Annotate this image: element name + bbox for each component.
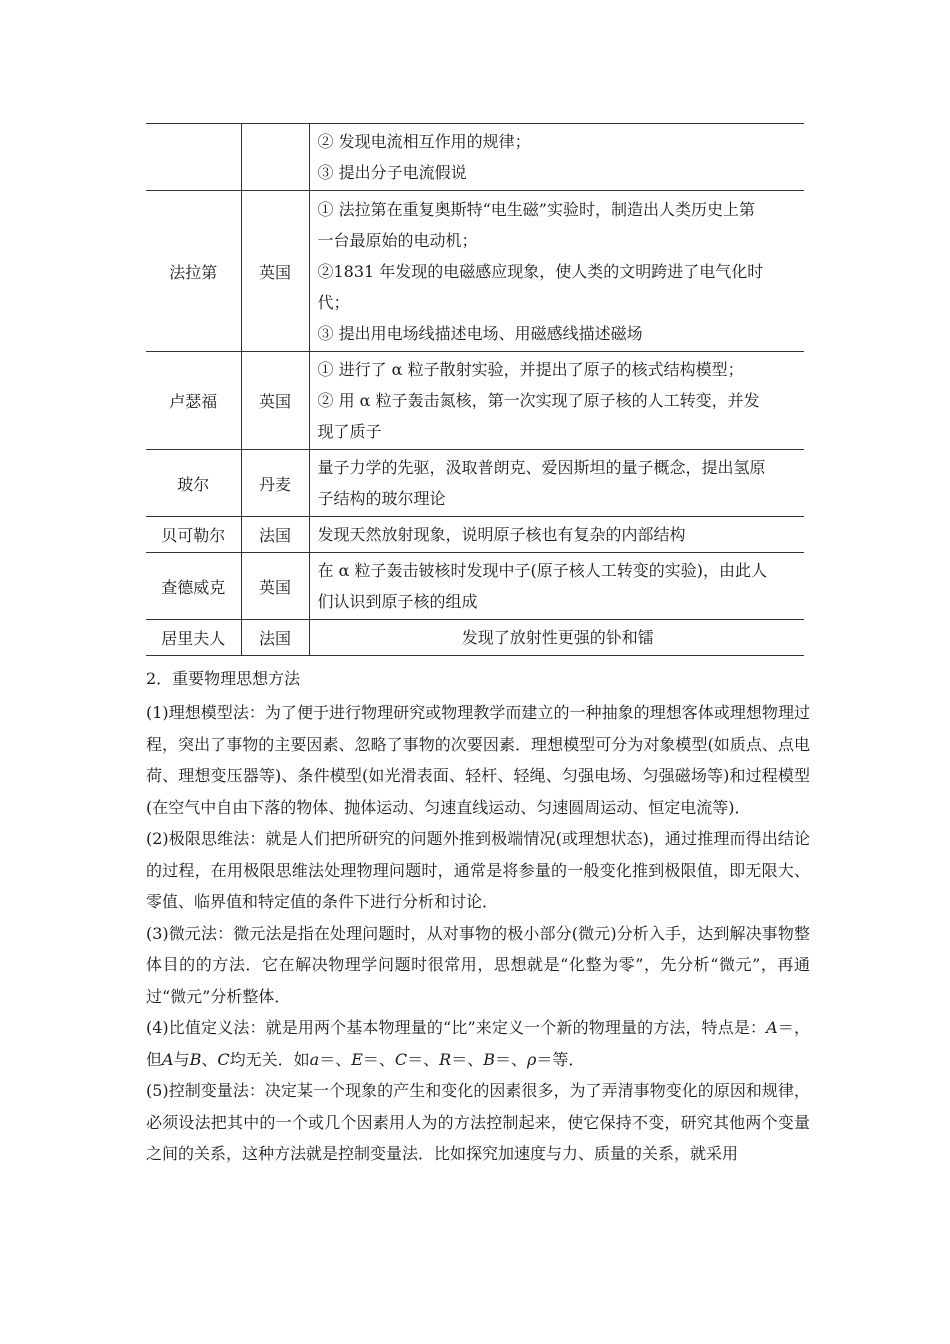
scientist-country: 英国 — [241, 553, 309, 620]
achievement-line: ② 用 α 粒子轰击氮核，第一次实现了原子核的人工转变，并发 — [317, 391, 760, 410]
achievement-line: 现了质子 — [317, 422, 382, 441]
achievement-line: 发现天然放射现象，说明原子核也有复杂的内部结构 — [317, 525, 686, 544]
scientist-name: 卢瑟福 — [146, 352, 241, 450]
achievement-line: 子结构的玻尔理论 — [317, 489, 446, 508]
achievement-line: ① 法拉第在重复奥斯特“电生磁”实验时，制造出人类历史上第 — [317, 199, 755, 219]
scientist-achievements — [309, 553, 804, 620]
scientist-country — [241, 124, 309, 191]
scientist-name — [146, 124, 241, 191]
scientist-name: 法拉第 — [146, 191, 241, 352]
scientist-achievements — [309, 517, 804, 553]
scientist-name: 玻尔 — [146, 450, 241, 517]
paragraph-infinitesimal: (3)微元法：微元法是指在处理问题时，从对事物的极小部分(微元)分析入手，达到解决事物整体目的的方法．它在解决物理学问题时很常用，思想就是“化整为零”，先分析“微元”，再通过“微元”分析整体． — [146, 923, 810, 1006]
scientist-country: 法国 — [241, 517, 309, 553]
scientist-country: 丹麦 — [241, 450, 309, 517]
table-row — [146, 620, 804, 656]
achievement-line: ③ 提出分子电流假说 — [317, 163, 467, 182]
paragraph-ideal-model: (1)理想模型法：为了便于进行物理研究或物理教学而建立的一种抽象的理想客体或理想物理过程，突出了事物的主要因素、忽略了事物的次要因素．理想模型可分为对象模型(如质点、点电荷、理想变压器等)、条件模型(如光滑表面、轻杆、轻绳、匀强电场、匀强磁场等)和过程模型(在空气中自由下落的物体、抛体运动、匀速直线运动、匀速圆周运动、恒定电流等)． — [146, 703, 810, 817]
achievement-line: ② 发现电流相互作用的规律； — [317, 132, 531, 151]
scientist-table — [146, 123, 804, 656]
table-row — [146, 124, 804, 191]
scientist-achievements — [309, 352, 804, 450]
achievement-line: ③ 提出用电场线描述电场、用磁感线描述磁场 — [317, 323, 643, 343]
scientist-country: 法国 — [241, 620, 309, 656]
table-row — [146, 352, 804, 450]
table-row — [146, 553, 804, 620]
table-row — [146, 191, 804, 352]
achievement-line: 量子力学的先驱，汲取普朗克、爱因斯坦的量子概念，提出氢原 — [317, 458, 766, 477]
scientist-country: 英国 — [241, 191, 309, 352]
scientist-name: 查德威克 — [146, 553, 241, 620]
achievement-line: 一台最原始的电动机； — [317, 230, 478, 250]
scientist-achievements — [309, 124, 804, 191]
achievement-line: ②1831 年发现的电磁感应现象，使人类的文明跨进了电气化时 — [317, 261, 764, 281]
scientist-country: 英国 — [241, 352, 309, 450]
achievement-line: 们认识到原子核的组成 — [317, 592, 478, 611]
paragraph-ratio-definition: (4)比值定义法：就是用两个基本物理量的“比”来定义一个新的物理量的方法，特点是：A＝，但A与B、C均无关．如a＝、E＝、C＝、R＝、B＝、ρ＝等． — [146, 1018, 810, 1069]
paragraph-limit-thinking: (2)极限思维法：就是人们把所研究的问题外推到极端情况(或理想状态)，通过推理而得出结论的过程，在用极限思维法处理物理问题时，通常是将参量的一般变化推到极限值，即无限大、零值、临界值和特定值的条件下进行分析和讨论． — [146, 829, 810, 911]
table-row — [146, 450, 804, 517]
methods-section — [146, 697, 810, 1170]
achievement-line: 代； — [317, 292, 350, 312]
scientist-name: 贝可勒尔 — [146, 517, 241, 553]
scientist-name: 居里夫人 — [146, 620, 241, 656]
achievement-line: ① 进行了 α 粒子散射实验，并提出了原子的核式结构模型； — [317, 360, 744, 379]
achievement-line: 发现了放射性更强的钋和镭 — [461, 628, 654, 647]
scientist-achievements — [309, 620, 804, 656]
scientist-table-body — [146, 124, 804, 656]
paragraph-control-variable: (5)控制变量法：决定某一个现象的产生和变化的因素很多，为了弄清事物变化的原因和规律，必须设法把其中的一个或几个因素用人为的方法控制起来，使它保持不变，研究其他两个变量之间的关系，这种方法就是控制变量法．比如探究加速度与力、质量的关系，就采用 — [146, 1081, 810, 1163]
section-heading: 2．重要物理思想方法 — [146, 669, 301, 688]
scientist-achievements — [309, 450, 804, 517]
table-row — [146, 517, 804, 553]
achievement-line: 在 α 粒子轰击铍核时发现中子(原子核人工转变的实验)，由此人 — [317, 561, 767, 580]
scientist-achievements — [309, 191, 804, 352]
